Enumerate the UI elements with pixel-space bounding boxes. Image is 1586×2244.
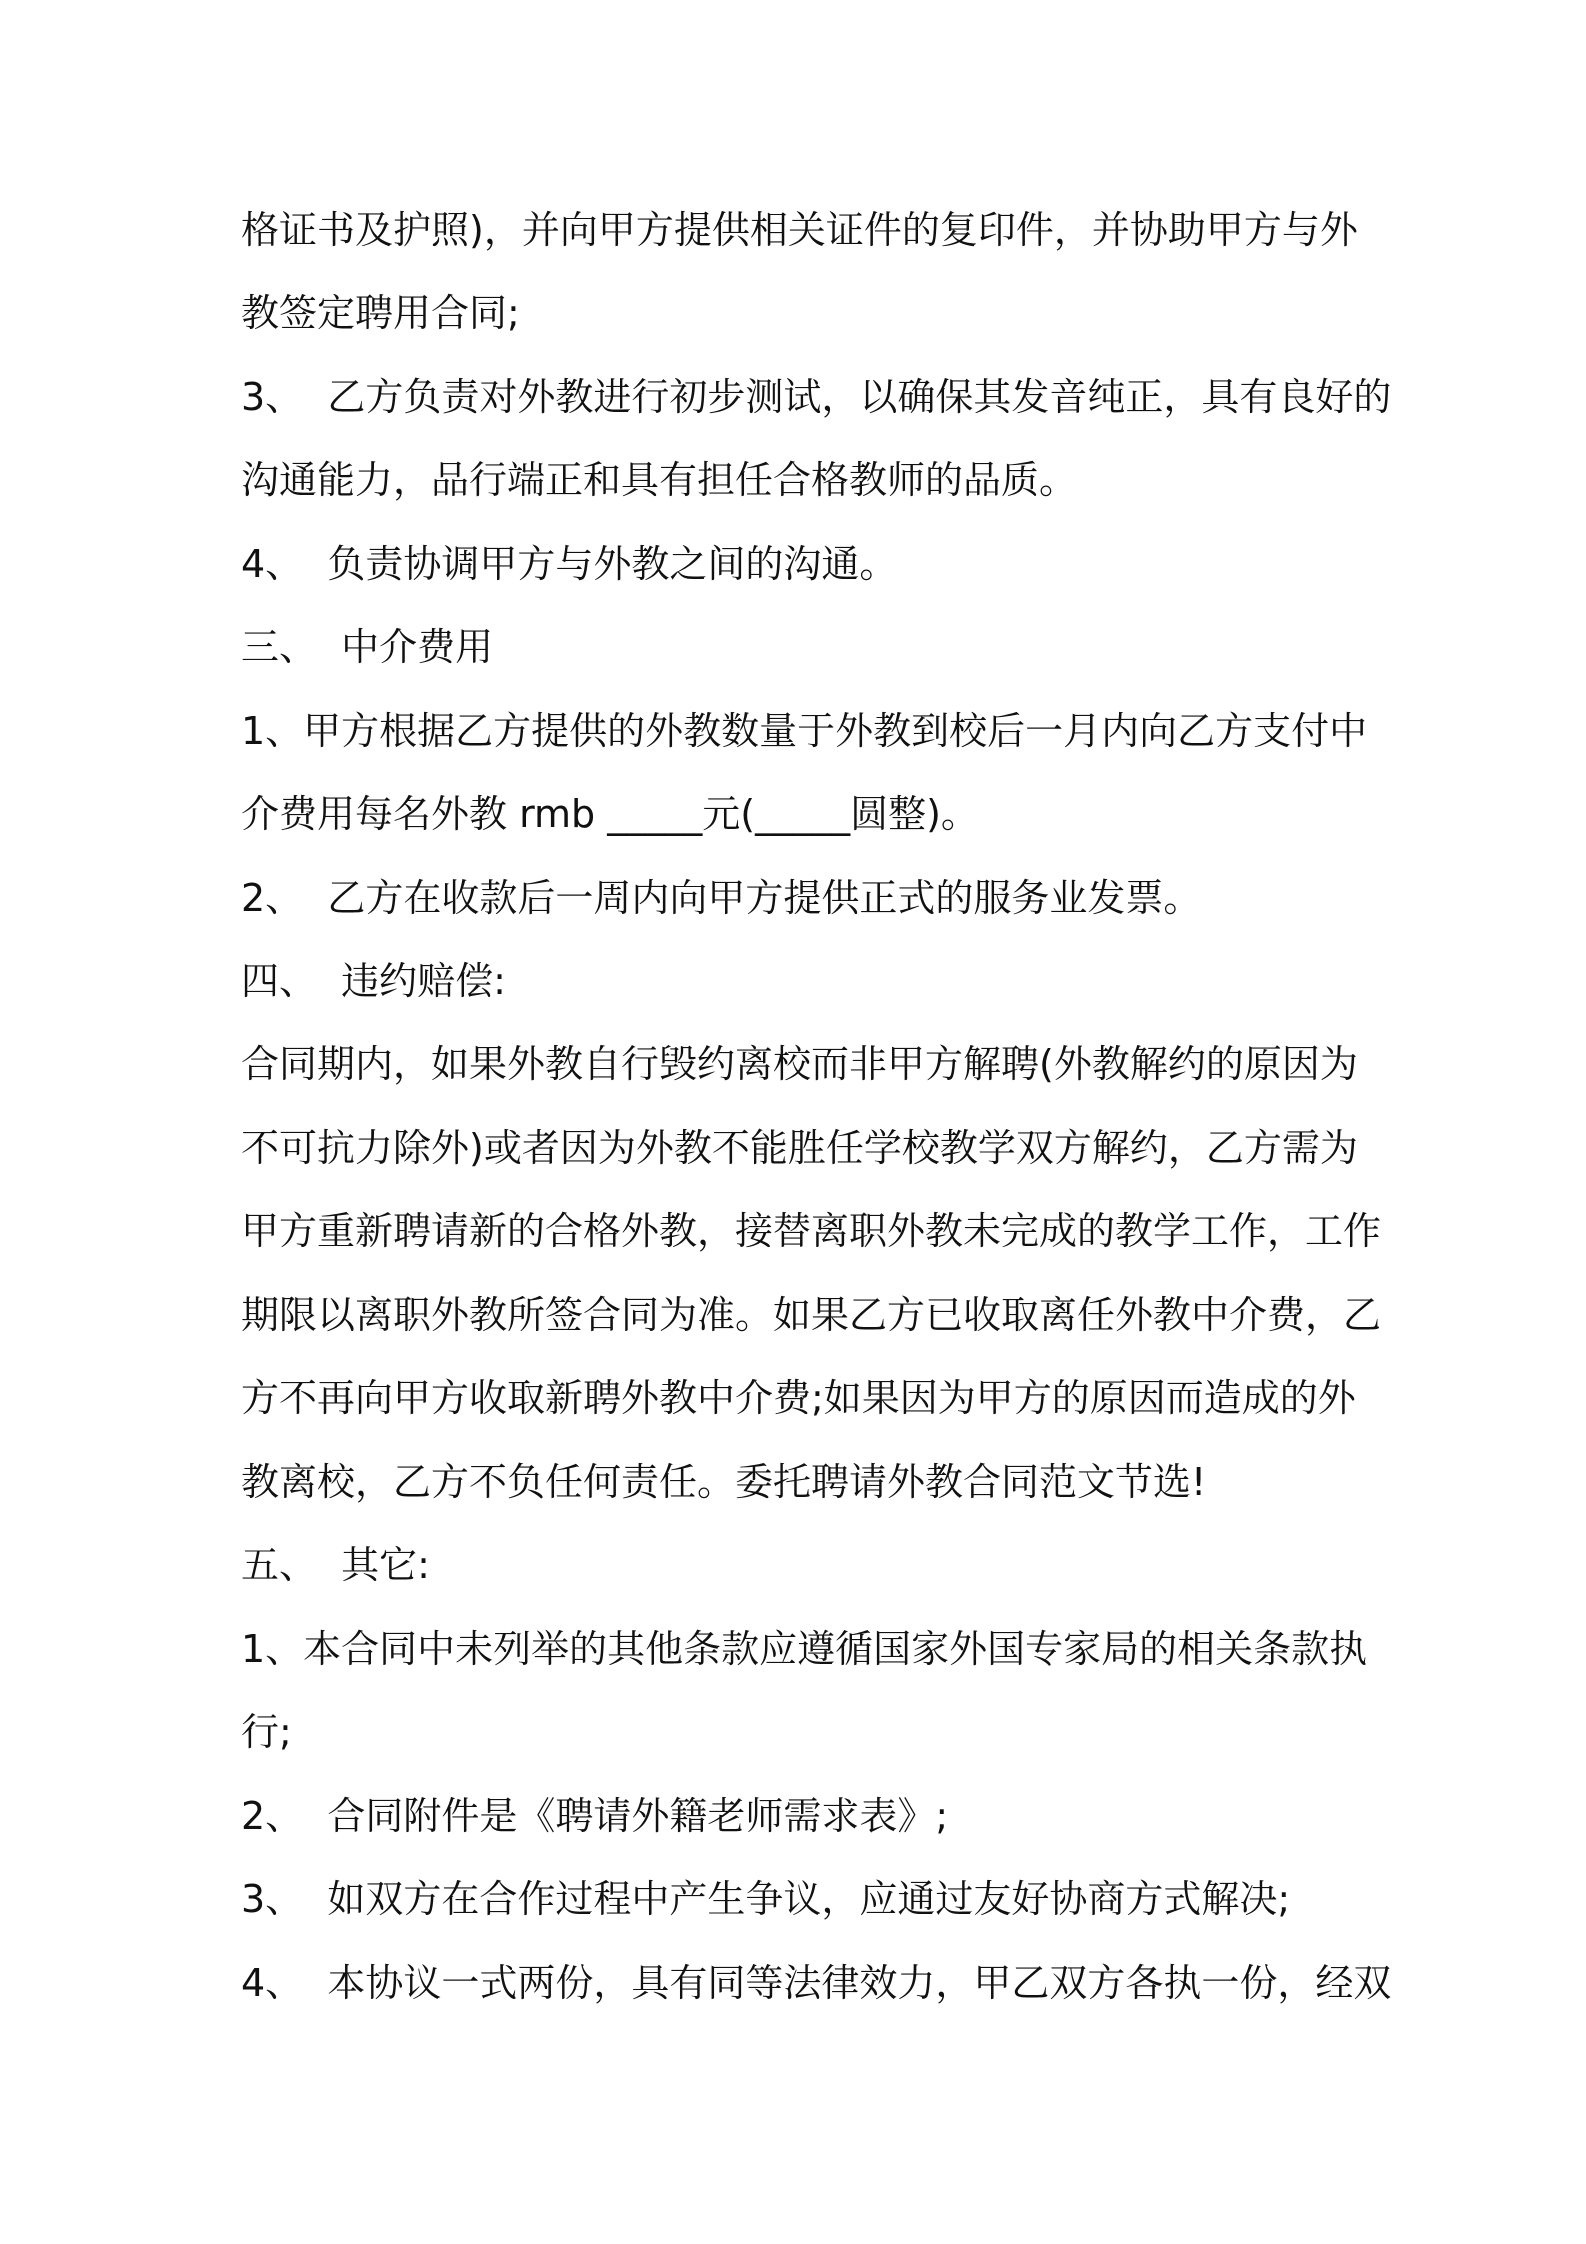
text-line: 教离校，乙方不负任何责任。委托聘请外教合同范文节选! [241,1460,1207,1504]
section-heading: 五、 其它: [241,1543,430,1587]
text-line: 3、 如双方在合作过程中产生争议，应通过友好协商方式解决; [241,1877,1291,1921]
text-line: 2、 乙方在收款后一周内向甲方提供正式的服务业发票。 [241,876,1202,920]
text-line: 介费用每名外教 rmb _____元(_____圆整)。 [241,792,979,836]
text-line: 期限以离职外教所签合同为准。如果乙方已收取离任外教中介费，乙 [241,1293,1382,1337]
text-line: 格证书及护照)，并向甲方提供相关证件的复印件，并协助甲方与外 [241,208,1358,252]
text-line: 1、本合同中未列举的其他条款应遵循国家外国专家局的相关条款执 [241,1627,1368,1671]
text-line: 4、 本协议一式两份，具有同等法律效力，甲乙双方各执一份，经双 [241,1961,1392,2005]
text-line: 2、 合同附件是《聘请外籍老师需求表》; [241,1794,949,1838]
text-line: 合同期内，如果外教自行毁约离校而非甲方解聘(外教解约的原因为 [241,1042,1358,1086]
text-line: 3、 乙方负责对外教进行初步测试，以确保其发音纯正，具有良好的 [241,375,1392,419]
text-line: 行; [241,1710,292,1754]
text-line: 1、甲方根据乙方提供的外教数量于外教到校后一月内向乙方支付中 [241,709,1368,753]
text-line: 甲方重新聘请新的合格外教，接替离职外教未完成的教学工作，工作 [241,1209,1382,1253]
section-heading: 三、 中介费用 [241,625,494,669]
text-line: 方不再向甲方收取新聘外教中介费;如果因为甲方的原因而造成的外 [241,1376,1356,1420]
text-line: 不可抗力除外)或者因为外教不能胜任学校教学双方解约，乙方需为 [241,1126,1358,1170]
section-heading: 四、 违约赔偿: [241,959,506,1003]
text-line: 4、 负责协调甲方与外教之间的沟通。 [241,542,898,586]
text-line: 沟通能力，品行端正和具有担任合格教师的品质。 [241,458,1078,502]
text-line: 教签定聘用合同; [241,291,520,335]
